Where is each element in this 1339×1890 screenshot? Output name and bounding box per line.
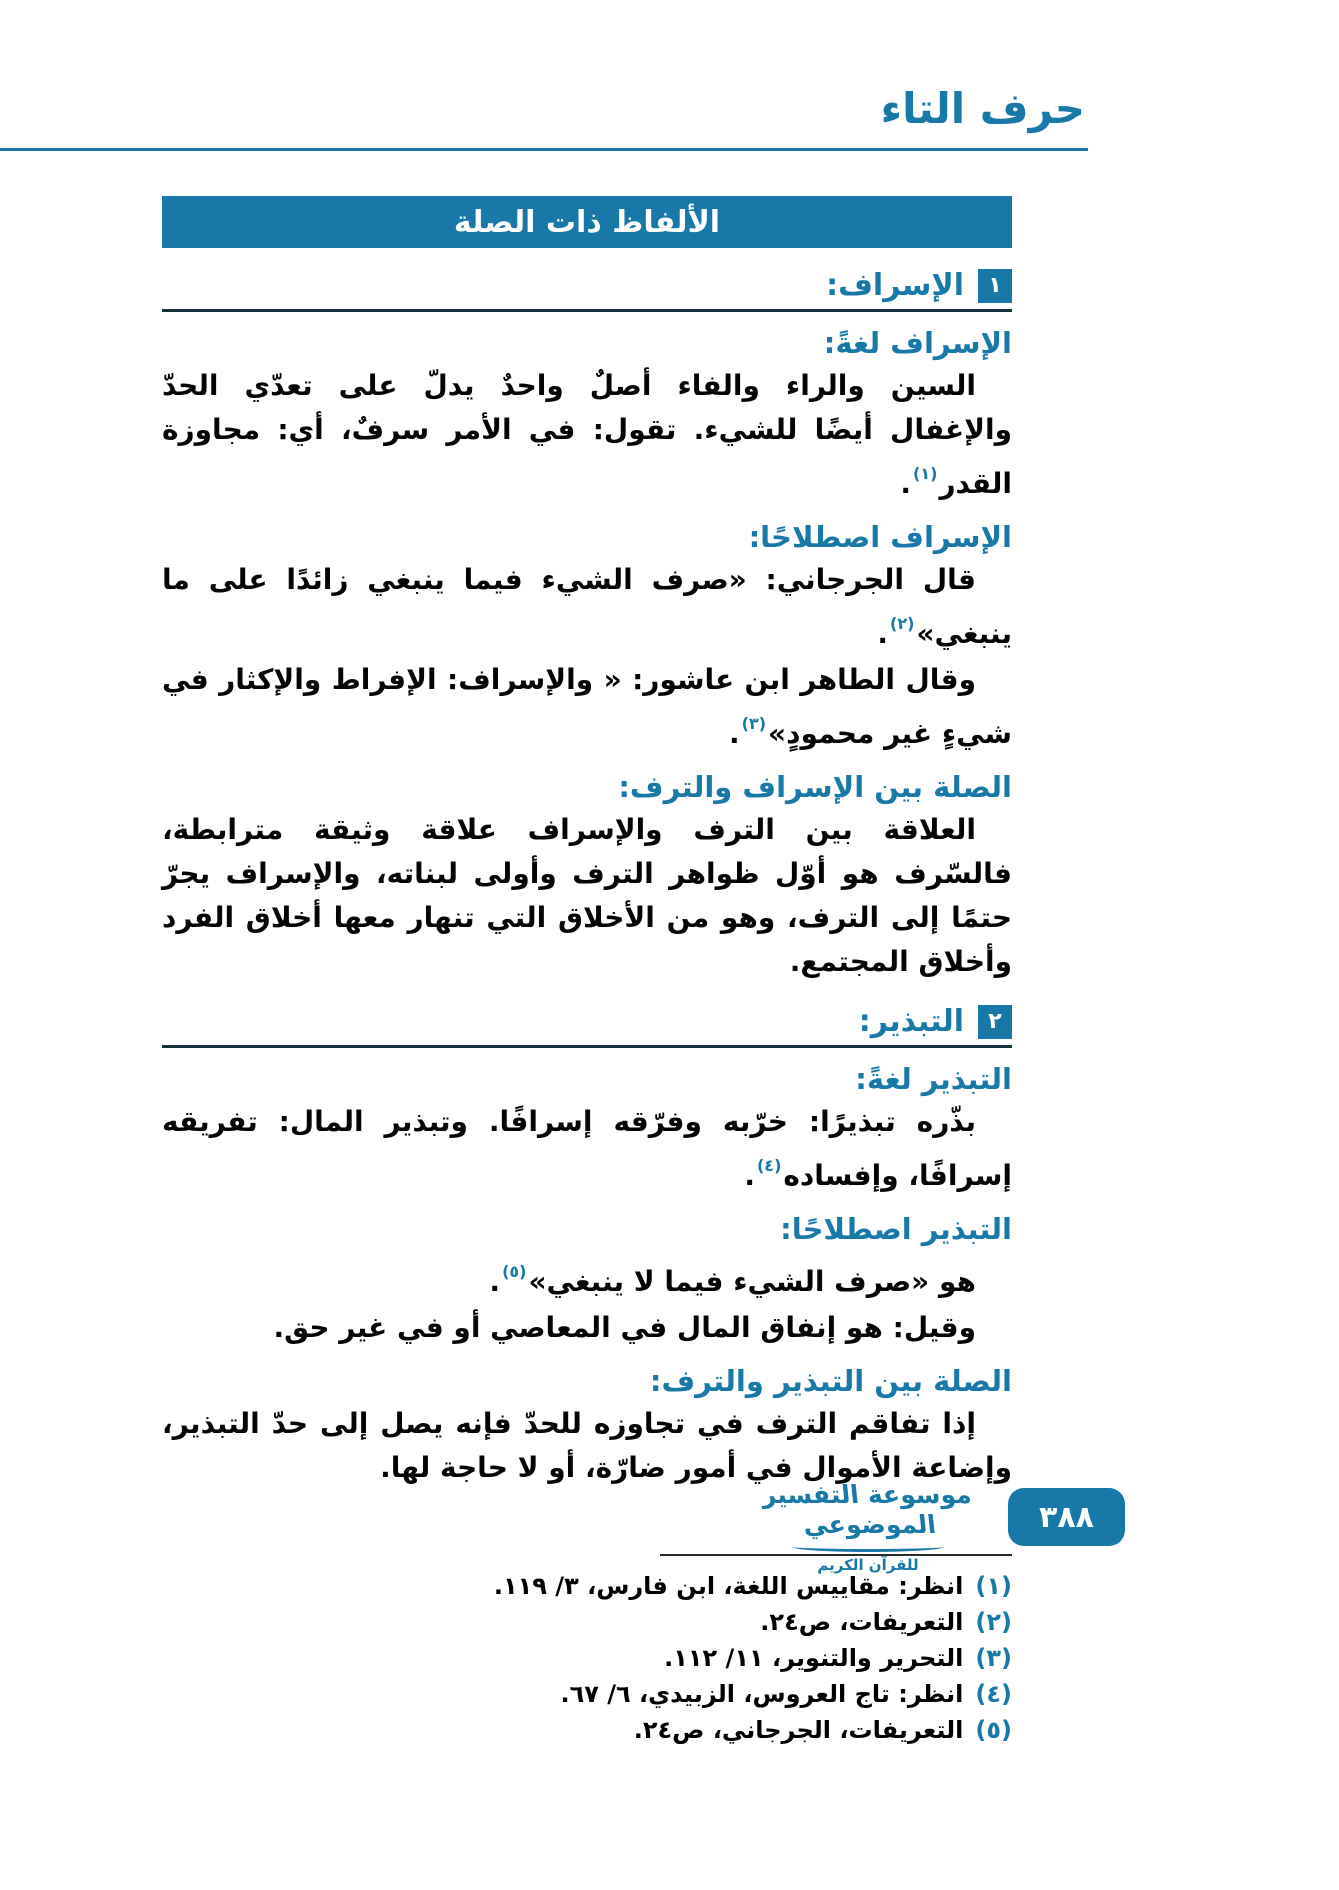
subheading: الإسراف لغةً: — [823, 326, 1012, 360]
footnote-marker: (٥) — [975, 1716, 1012, 1744]
footnote-text: التعريفات، الجرجاني، ص٢٤. — [633, 1716, 964, 1744]
footnote-ref: (٥) — [502, 1262, 527, 1281]
section-israf — [162, 268, 1012, 984]
subheading: التبذير لغةً: — [855, 1062, 1012, 1096]
paragraph-text: وقيل: هو إنفاق المال في المعاصي أو في غير حق. — [273, 1311, 976, 1344]
section-heading — [162, 1004, 1012, 1039]
footnote-marker: (٢) — [975, 1608, 1012, 1636]
footnote-item — [162, 1712, 1012, 1748]
paragraph — [162, 1100, 1012, 1198]
section-tabdheer — [162, 1004, 1012, 1490]
footnote-ref: (٤) — [756, 1156, 782, 1175]
footnote-text: التعريفات، ص٢٤. — [760, 1608, 964, 1636]
paragraph-tail: . — [900, 467, 912, 500]
logo-title: موسوعة التفسير الموضوعي — [759, 1480, 973, 1539]
footnote-text: انظر: تاج العروس، الزبيدي، ٦/ ٦٧. — [560, 1680, 964, 1708]
header-divider — [0, 148, 1088, 151]
publisher-logo — [745, 1480, 991, 1574]
paragraph — [162, 1250, 1012, 1304]
footnote-text: انظر: مقاييس اللغة، ابن فارس، ٣/ ١١٩. — [493, 1572, 964, 1600]
footnote-marker: (٣) — [975, 1644, 1012, 1672]
section-heading — [162, 268, 1012, 303]
section-divider — [162, 309, 1012, 312]
subheading: التبذير اصطلاحًا: — [780, 1212, 1012, 1246]
footnotes-area — [162, 1554, 1012, 1748]
footnote-ref: (١) — [913, 464, 938, 483]
paragraph-text: العلاقة بين الترف والإسراف علاقة وثيقة مترابطة، فالسّرف هو أوّل ظواهر الترف وأولى لبناته، والإسراف يجرّ حتمًا إلى الترف، وهو من الأخلاق التي تنهار معها أخلاق الفرد وأخلاق المجتمع. — [162, 813, 1012, 978]
paragraph — [162, 1306, 1012, 1350]
footnote-ref: (٢) — [890, 614, 915, 633]
subheading: الصلة بين الإسراف والترف: — [618, 770, 1012, 804]
paragraph-tail: . — [877, 617, 889, 650]
paragraph-tail: . — [489, 1265, 501, 1298]
paragraph-text: إذا تفاقم الترف في تجاوزه للحدّ فإنه يصل إلى حدّ التبذير، وإضاعة الأموال في أمور ضارّة، أو لا حاجة لها. — [162, 1407, 1012, 1484]
paragraph-text: هو «صرف الشيء فيما لا ينبغي» — [528, 1265, 976, 1298]
section-number-badge: ١ — [978, 269, 1012, 303]
subheading: الإسراف اصطلاحًا: — [748, 520, 1012, 554]
paragraph — [162, 558, 1012, 656]
paragraph — [162, 658, 1012, 756]
footnote-marker: (١) — [975, 1572, 1012, 1600]
footnote-marker: (٤) — [975, 1680, 1012, 1708]
logo-flourish-line — [793, 1542, 943, 1552]
logo-subtitle: للقرآن الكريم — [817, 1556, 919, 1574]
chapter-title: حرف التاء — [880, 84, 1085, 133]
page-number-badge: ٣٨٨ — [1008, 1488, 1125, 1546]
section-title: الإسراف: — [826, 268, 964, 303]
section-divider — [162, 1045, 1012, 1048]
paragraph — [162, 1402, 1012, 1490]
paragraph — [162, 364, 1012, 506]
paragraph-tail: . — [729, 717, 740, 750]
footnote-item — [162, 1640, 1012, 1676]
paragraph-text: قال الجرجاني: «صرف الشيء فيما ينبغي زائدًا على ما ينبغي» — [162, 563, 1012, 650]
footnote-item — [162, 1604, 1012, 1640]
section-number-badge: ٢ — [978, 1005, 1012, 1039]
paragraph-text: بذّره تبذيرًا: خرّبه وفرّقه إسرافًا. وتبذير المال: تفريقه إسرافًا، وإفساده — [162, 1105, 1012, 1192]
subheading: الصلة بين التبذير والترف: — [649, 1364, 1012, 1398]
section-title: التبذير: — [858, 1004, 964, 1039]
footnote-item — [162, 1676, 1012, 1712]
footnote-ref: (٣) — [741, 714, 767, 733]
paragraph-text: وقال الطاهر ابن عاشور: « والإسراف: الإفراط والإكثار في شيءٍ غير محمودٍ» — [162, 663, 1012, 750]
paragraph — [162, 808, 1012, 984]
footnote-text: التحرير والتنوير، ١١/ ١١٢. — [664, 1644, 964, 1672]
paragraph-text: السين والراء والفاء أصلٌ واحدٌ يدلّ على تعدّي الحدّ والإغفال أيضًا للشيء. تقول: في الأمر سرفٌ، أي: مجاوزة القدر — [162, 369, 1012, 500]
related-terms-banner: الألفاظ ذات الصلة — [162, 196, 1012, 248]
paragraph-tail: . — [744, 1159, 755, 1192]
